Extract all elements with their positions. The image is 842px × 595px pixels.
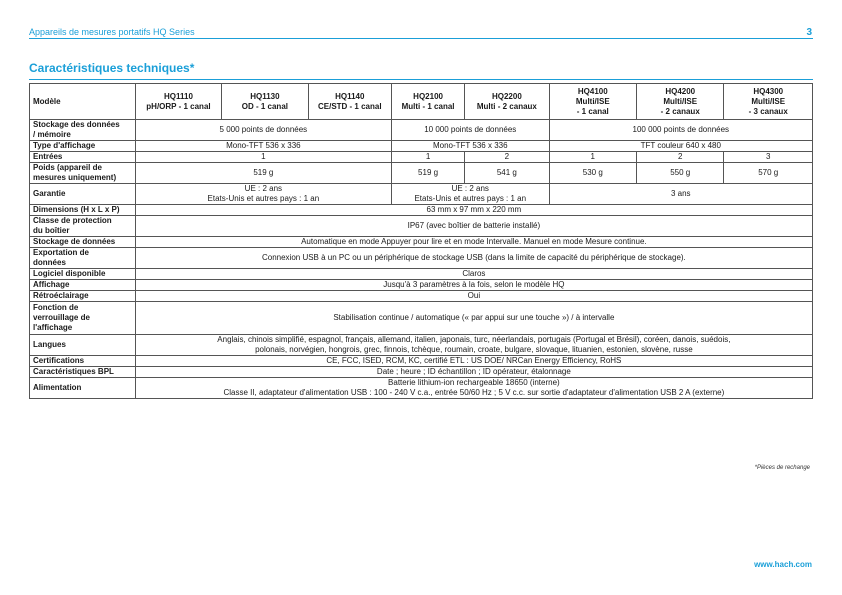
model-hq1130: HQ1130 OD - 1 canal <box>222 84 308 120</box>
row-label: Alimentation <box>30 378 136 399</box>
model-hq2100: HQ2100 Multi - 1 canal <box>391 84 464 120</box>
row-label: Type d'affichage <box>30 141 136 152</box>
table-cell: 3 <box>724 152 813 163</box>
model-hq4100: HQ4100 Multi/ISE - 1 canal <box>549 84 636 120</box>
table-row-data-storage <box>30 237 813 248</box>
row-label: Dimensions (H x L x P) <box>30 205 136 216</box>
model-hq2200: HQ2200 Multi - 2 canaux <box>465 84 549 120</box>
page-number: 3 <box>806 27 812 38</box>
table-cell: TFT couleur 640 x 480 <box>549 141 812 152</box>
table-cell: 1 <box>135 152 391 163</box>
table-cell: UE : 2 ans Etats-Unis et autres pays : 1 an <box>135 184 391 205</box>
table-cell: Oui <box>135 291 812 302</box>
table-row-protection <box>30 216 813 237</box>
table-cell: 100 000 points de données <box>549 120 812 141</box>
row-label: Affichage <box>30 280 136 291</box>
table-row-weight <box>30 163 813 184</box>
table-row-inputs <box>30 152 813 163</box>
row-label: Exportation de données <box>30 248 136 269</box>
row-label: Rétroéclairage <box>30 291 136 302</box>
table-cell: 10 000 points de données <box>391 120 549 141</box>
row-label: Fonction de verrouillage de l'affichage <box>30 302 136 335</box>
table-row-lock <box>30 302 813 335</box>
table-cell: 530 g <box>549 163 636 184</box>
model-hq1140: HQ1140 CE/STD - 1 canal <box>308 84 391 120</box>
table-row-certifications <box>30 356 813 367</box>
model-hq1110: HQ1110 pH/ORP - 1 canal <box>135 84 221 120</box>
table-cell: 2 <box>637 152 724 163</box>
table-cell: 1 <box>549 152 636 163</box>
table-cell: UE : 2 ans Etats-Unis et autres pays : 1 an <box>391 184 549 205</box>
footer-url: www.hach.com <box>754 560 812 569</box>
table-cell: Date ; heure ; ID échantillon ; ID opérateur, étalonnage <box>135 367 812 378</box>
table-cell: 2 <box>465 152 549 163</box>
table-row-languages <box>30 335 813 356</box>
table-cell: IP67 (avec boîtier de batterie installé) <box>135 216 812 237</box>
table-row-software <box>30 269 813 280</box>
table-cell: 550 g <box>637 163 724 184</box>
row-label: Langues <box>30 335 136 356</box>
table-cell: 519 g <box>391 163 464 184</box>
table-cell: 570 g <box>724 163 813 184</box>
table-row-dimensions <box>30 205 813 216</box>
table-row-display <box>30 280 813 291</box>
table-cell: Mono-TFT 536 x 336 <box>391 141 549 152</box>
table-cell: 1 <box>391 152 464 163</box>
row-label: Caractéristiques BPL <box>30 367 136 378</box>
row-label: Entrées <box>30 152 136 163</box>
table-row-backlight <box>30 291 813 302</box>
row-label: Certifications <box>30 356 136 367</box>
model-label: Modèle <box>30 84 136 120</box>
row-label: Garantie <box>30 184 136 205</box>
table-cell: 5 000 points de données <box>135 120 391 141</box>
footnote: *Pièces de rechange <box>754 465 810 471</box>
section-title: Caractéristiques techniques* <box>29 61 195 75</box>
table-cell: Mono-TFT 536 x 336 <box>135 141 391 152</box>
table-cell: CE, FCC, ISED, RCM, KC, certifié ETL : US DOE/ NRCan Energy Efficiency, RoHS <box>135 356 812 367</box>
table-cell: Jusqu'à 3 paramètres à la fois, selon le modèle HQ <box>135 280 812 291</box>
section-divider <box>29 79 813 80</box>
table-cell: 541 g <box>465 163 549 184</box>
table-cell: Automatique en mode Appuyer pour lire et en mode Intervalle. Manuel en mode Mesure continue. <box>135 237 812 248</box>
table-row-storage <box>30 120 813 141</box>
specifications-table <box>29 83 813 399</box>
table-row-display-type <box>30 141 813 152</box>
table-cell: Batterie lithium-ion rechargeable 18650 (interne) Classe II, adaptateur d'alimentation USB : 100 - 240 V c.a., entrée 50/60 Hz ; 5 V c.c. sur sortie d'adaptateur d'alimentation USB 2 A (externe) <box>135 378 812 399</box>
table-row-bpl <box>30 367 813 378</box>
model-hq4200: HQ4200 Multi/ISE - 2 canaux <box>637 84 724 120</box>
table-cell: Connexion USB à un PC ou un périphérique de stockage USB (dans la limite de capacité du périphérique de stockage). <box>135 248 812 269</box>
row-label: Classe de protection du boîtier <box>30 216 136 237</box>
row-label: Poids (appareil de mesures uniquement) <box>30 163 136 184</box>
row-label: Logiciel disponible <box>30 269 136 280</box>
table-cell: 519 g <box>135 163 391 184</box>
table-row-models <box>30 84 813 120</box>
row-label: Stockage de données <box>30 237 136 248</box>
table-row-export <box>30 248 813 269</box>
table-cell: 3 ans <box>549 184 812 205</box>
table-cell: 63 mm x 97 mm x 220 mm <box>135 205 812 216</box>
table-cell: Claros <box>135 269 812 280</box>
table-row-warranty <box>30 184 813 205</box>
table-cell: Anglais, chinois simplifié, espagnol, français, allemand, italien, japonais, turc, néerlandais, portugais (Portugal et Brésil), coréen, danois, suédois, polonais, norvégien, hongrois, grec, finnois, tchèque, roumain, croate, bulgare, slovaque, lituanien, estonien, slovène, russe <box>135 335 812 356</box>
document-header-title: Appareils de mesures portatifs HQ Series <box>29 27 195 37</box>
model-hq4300: HQ4300 Multi/ISE - 3 canaux <box>724 84 813 120</box>
header-divider <box>29 38 813 39</box>
row-label: Stockage des données / mémoire <box>30 120 136 141</box>
table-row-power <box>30 378 813 399</box>
table-cell: Stabilisation continue / automatique (« par appui sur une touche ») / à intervalle <box>135 302 812 335</box>
